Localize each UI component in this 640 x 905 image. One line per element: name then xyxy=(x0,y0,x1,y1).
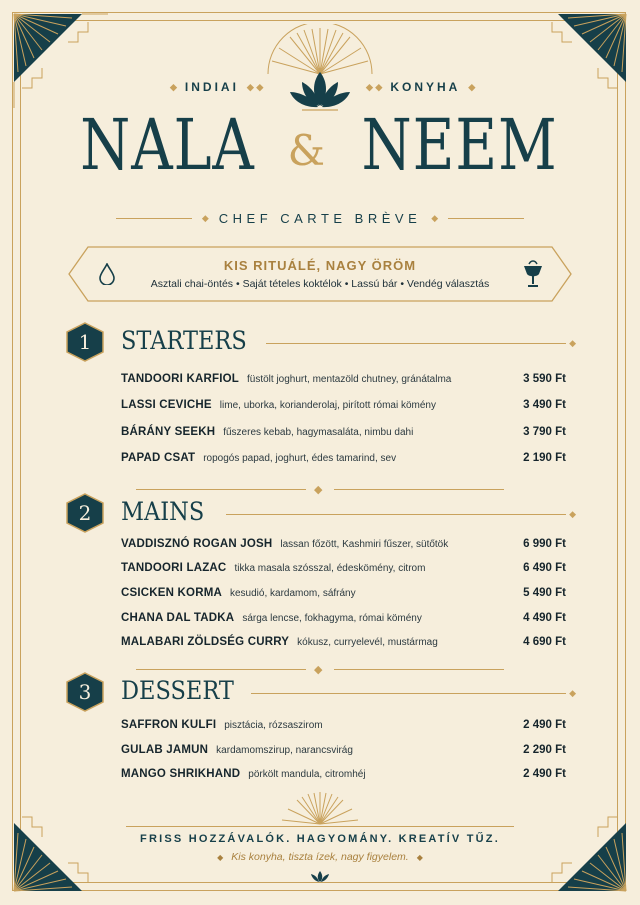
sunburst-icon xyxy=(262,24,378,76)
item-name: CSICKEN KORMA xyxy=(121,587,222,599)
footer-lotus-icon xyxy=(310,870,330,884)
item-desc: lime, uborka, korianderolaj, pirított római kömény xyxy=(219,400,436,411)
title-ampersand: & xyxy=(287,126,327,175)
subtitle: CHEF CARTE BRÈVE xyxy=(218,210,422,226)
item-desc: ropogós papad, joghurt, édes tamarind, sev xyxy=(203,453,397,464)
footer-line xyxy=(126,826,514,827)
menu-item xyxy=(121,373,566,389)
corner-ornament-icon xyxy=(12,797,108,893)
item-price: 2 490 Ft xyxy=(523,719,566,731)
item-desc: tikka masala szósszal, édeskömény, citrom xyxy=(234,563,426,574)
footer-subline: ◆ Kis konyha, tiszta ízek, nagy figyelem. ◆ xyxy=(217,851,423,863)
section-dessert: 3 DESSERT ◆ xyxy=(66,672,576,716)
title-left: NALA xyxy=(79,104,255,186)
restaurant-title xyxy=(0,104,640,186)
item-name: MALABARI ZÖLDSÉG CURRY xyxy=(121,636,290,648)
footer-tagline: FRISS HOZZÁVALÓK. HAGYOMÁNY. KREATÍV TŰZ. xyxy=(140,833,500,845)
item-price: 2 290 Ft xyxy=(523,744,566,756)
section-title: STARTERS xyxy=(121,326,247,355)
menu-item xyxy=(121,562,566,578)
item-price: 6 990 Ft xyxy=(523,538,566,550)
menu-item xyxy=(121,452,566,468)
section-number: 2 xyxy=(78,501,92,525)
subtitle-row: ◆ CHEF CARTE BRÈVE ◆ xyxy=(116,208,524,228)
menu-item xyxy=(121,612,566,628)
item-price: 2 190 Ft xyxy=(523,452,566,464)
menu-item xyxy=(121,744,566,760)
title-right: NEEM xyxy=(361,104,558,186)
item-price: 4 690 Ft xyxy=(523,636,566,648)
ritual-banner xyxy=(68,246,572,302)
item-price: 2 490 Ft xyxy=(523,768,566,780)
item-desc: sárga lencse, fokhagyma, római kömény xyxy=(242,613,422,624)
item-desc: pörkölt mandula, citromhéj xyxy=(248,769,366,780)
menu-item xyxy=(121,719,566,735)
kicker-right: ◆ ◆ KONYHA ◆ xyxy=(366,80,476,94)
menu-item xyxy=(121,538,566,554)
kicker-right-text: KONYHA xyxy=(390,80,461,94)
item-price: 3 590 Ft xyxy=(523,373,566,385)
menu-item xyxy=(121,768,566,784)
footer-subtext: Kis konyha, tiszta ízek, nagy figyelem. xyxy=(231,851,409,863)
menu-item xyxy=(121,587,566,603)
section-divider: ◆ xyxy=(116,663,524,675)
corner-ornament-icon xyxy=(532,797,628,893)
item-name: SAFFRON KULFI xyxy=(121,719,217,731)
item-desc: füstölt joghurt, mentazöld chutney, gránátalma xyxy=(246,374,452,385)
item-desc: kókusz, curryelevél, mustármag xyxy=(297,637,438,648)
item-name: CHANA DAL TADKA xyxy=(121,612,235,624)
item-price: 3 790 Ft xyxy=(523,426,566,438)
menu-item xyxy=(121,426,566,442)
section-title: MAINS xyxy=(121,497,205,526)
item-name: PAPAD CSAT xyxy=(121,452,196,464)
item-desc: pisztácia, rózsaszirom xyxy=(224,720,323,731)
item-price: 5 490 Ft xyxy=(523,587,566,599)
lotus-icon xyxy=(288,70,352,112)
section-number: 1 xyxy=(78,330,92,354)
item-name: TANDOORI LAZAC xyxy=(121,562,227,574)
item-name: BÁRÁNY SEEKH xyxy=(121,426,216,438)
item-name: LASSI CEVICHE xyxy=(121,399,212,411)
menu-item xyxy=(121,636,566,652)
item-name: VADDISZNÓ ROGAN JOSH xyxy=(121,538,273,550)
kicker-left: ◆ INDIAI ◆ ◆ xyxy=(170,80,264,94)
section-starters: 1 STARTERS ◆ xyxy=(66,322,576,366)
section-mains: 2 MAINS ◆ xyxy=(66,493,576,537)
corner-ornament-icon xyxy=(12,12,108,108)
item-name: MANGO SHRIKHAND xyxy=(121,768,241,780)
item-price: 6 490 Ft xyxy=(523,562,566,574)
banner-title: KIS RITUÁLÉ, NAGY ÖRÖM xyxy=(223,258,417,273)
item-name: GULAB JAMUN xyxy=(121,744,209,756)
menu-item xyxy=(121,399,566,415)
kicker-left-text: INDIAI xyxy=(184,80,239,94)
section-title: DESSERT xyxy=(121,676,234,705)
item-desc: kesudió, kardamom, sáfrány xyxy=(230,588,356,599)
item-desc: fűszeres kebab, hagymasaláta, nimbu dahi xyxy=(223,427,414,438)
item-price: 3 490 Ft xyxy=(523,399,566,411)
footer-sunburst-icon xyxy=(278,790,362,826)
item-name: TANDOORI KARFIOL xyxy=(121,373,239,385)
section-number: 3 xyxy=(78,680,92,704)
corner-ornament-icon xyxy=(532,12,628,108)
item-desc: lassan főzött, Kashmiri fűszer, sütőtök xyxy=(280,539,449,550)
item-price: 4 490 Ft xyxy=(523,612,566,624)
item-desc: kardamomszirup, narancsvirág xyxy=(216,745,353,756)
section-divider: ◆ xyxy=(116,483,524,495)
banner-text: Asztali chai-öntés • Saját tételes koktélok • Lassú bár • Vendég választás xyxy=(150,278,490,290)
